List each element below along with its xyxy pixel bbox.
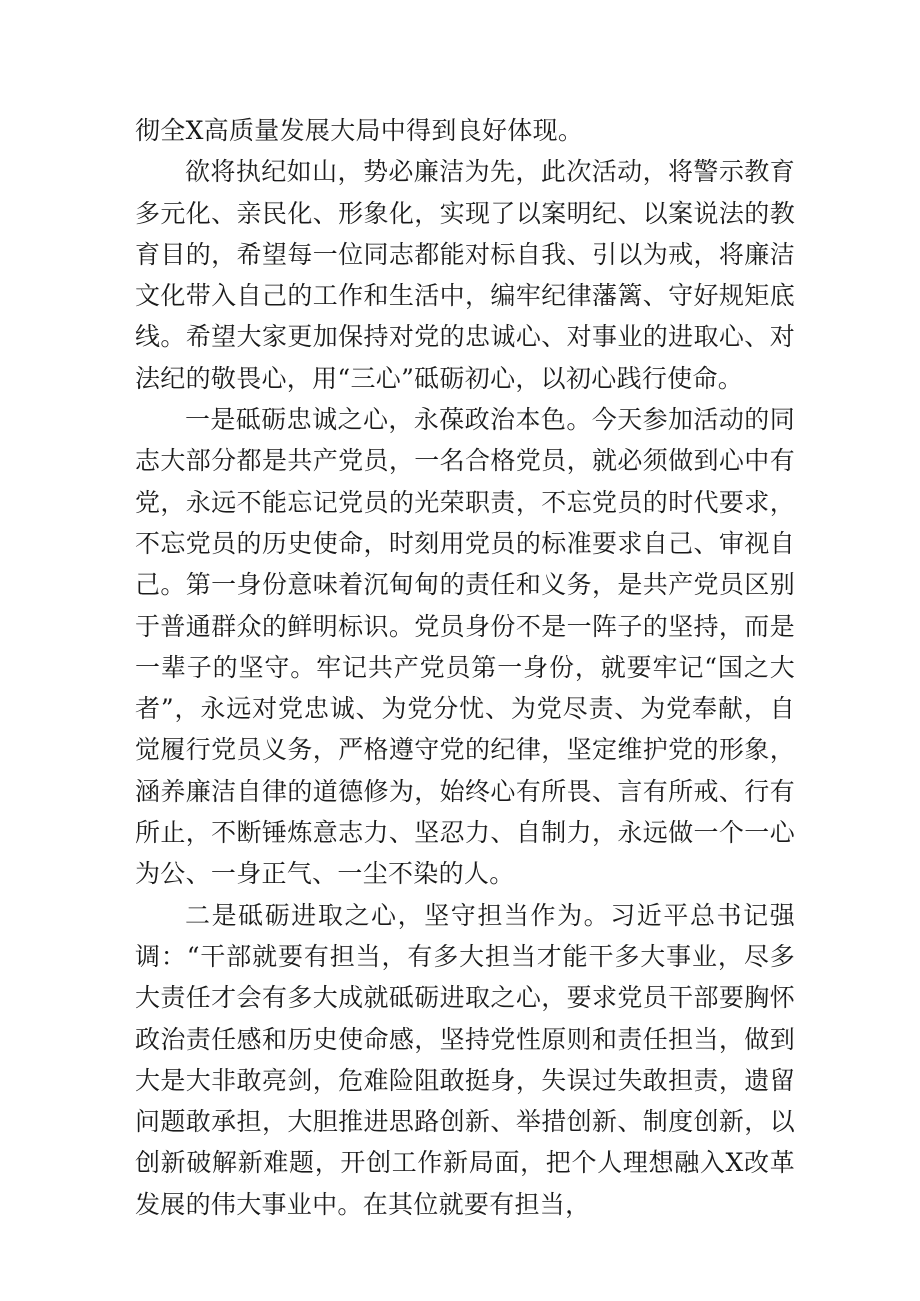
paragraph-loyalty: 一是砥砺忠诚之心，永葆政治本色。今天参加活动的同志大部分都是共产党员，一名合格党员，就必须做到心中有党，永远不能忘记党员的光荣职责，不忘党员的时代要求，不忘党员的历史使命，时刻用党员的标准要求自己、审视自己。第一身份意味着沉甸甸的责任和义务，是共产党员区别于普通群众的鲜明标识。党员身份不是一阵子的坚持，而是一辈子的坚守。牢记共产党员第一身份，就要牢记“国之大者”，永远对党忠诚、为党分忧、为党尽责、为党奉献，自觉履行党员义务，严格遵守党的纪律，坚定维护党的形象，涵养廉洁自律的道德修为，始终心有所畏、言有所戒、行有所止，不断锤炼意志力、坚忍力、自制力，永远做一个一心为公、一身正气、一尘不染的人。	[135, 405, 795, 889]
paragraph-enterprising: 二是砥砺进取之心，坚守担当作为。习近平总书记强调：“干部就要有担当，有多大担当才能干多大事业，尽多大责任才会有多大成就砥砺进取之心，要求党员干部要胸怀政治责任感和历史使命感，坚持党性原则和责任担当，做到大是大非敢亮剑，危难险阻敢挺身，失误过失敢担责，遗留问题敢承担，大胆推进思路创新、举措创新、制度创新，以创新破解新难题，开创工作新局面，把个人理想融入X改革发展的伟大事业中。在其位就要有担当，	[135, 900, 795, 1219]
paragraph-continuation: 彻全X高质量发展大局中得到良好体现。	[135, 116, 584, 145]
document-body	[135, 110, 795, 1225]
paragraph-discipline-education: 欲将执纪如山，势必廉洁为先，此次活动，将警示教育多元化、亲民化、形象化，实现了以案明纪、以案说法的教育目的，希望每一位同志都能对标自我、引以为戒，将廉洁文化带入自己的工作和生活中，编牢纪律藩篱、守好规矩底线。希望大家更加保持对党的忠诚心、对事业的进取心、对法纪的敬畏心，用“三心”砥砺初心，以初心践行使命。	[135, 157, 795, 393]
